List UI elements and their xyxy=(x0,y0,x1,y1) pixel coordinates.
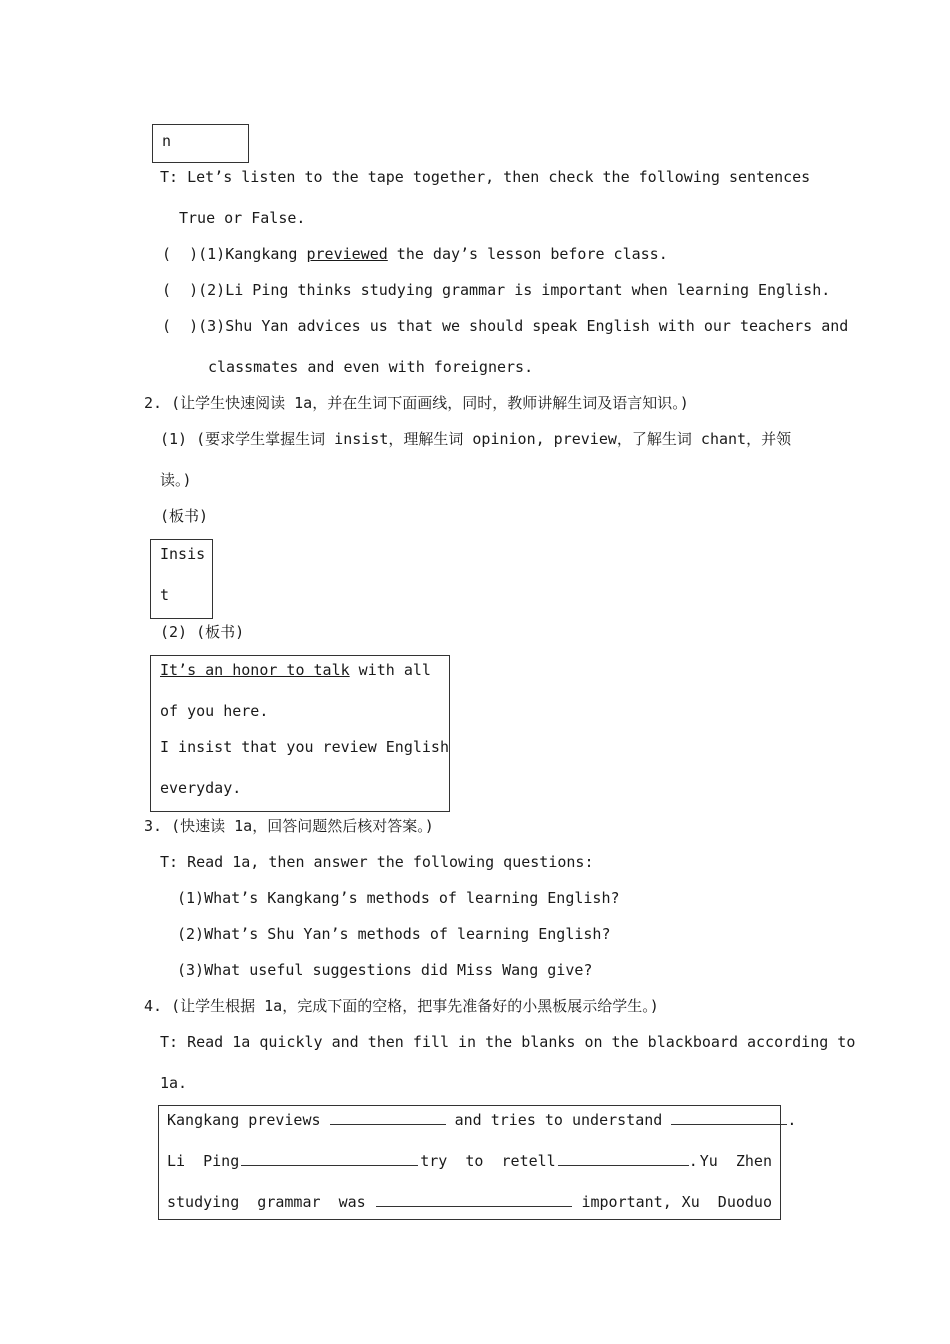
fill-row-3 xyxy=(167,1192,772,1212)
step-4-instruction-2: 1a. xyxy=(160,1074,188,1092)
fill-row-2-text-d: Yu Zhen xyxy=(699,1152,772,1170)
step-2-sub-2: (2) (板书) xyxy=(160,623,245,641)
true-false-item-1 xyxy=(162,244,668,264)
fill-row-2-period: . xyxy=(688,1152,698,1170)
board-label: (板书) xyxy=(160,507,209,525)
word-box-line-1: Insis xyxy=(160,545,206,563)
sentence-box-line-3: I insist that you review English xyxy=(160,738,449,756)
sentence-box xyxy=(150,655,450,812)
step-4-instruction-1: T: Read 1a quickly and then fill in the blanks on the blackboard according to xyxy=(160,1033,856,1051)
question-3: (3)What useful suggestions did Miss Wang give? xyxy=(177,961,593,979)
fill-row-1-end: . xyxy=(787,1111,797,1129)
item-1-prefix: ( )(1)Kangkang xyxy=(162,245,307,263)
fill-row-3-text-c: Xu Duoduo xyxy=(681,1193,772,1211)
top-word-box xyxy=(152,124,249,163)
listen-intro-line-1: T: Let’s listen to the tape together, then check the following sentences xyxy=(160,168,811,186)
true-false-item-3-line-2: classmates and even with foreigners. xyxy=(208,358,534,376)
blank-1[interactable] xyxy=(330,1110,446,1125)
fill-row-2-text-b: try to retell xyxy=(420,1152,556,1170)
fill-row-3-text-a: studying grammar was xyxy=(167,1193,366,1211)
fill-in-blank-box xyxy=(158,1105,797,1220)
true-false-item-2: ( )(2)Li Ping thinks studying grammar is important when learning English. xyxy=(162,281,831,299)
sentence-1-rest: with all xyxy=(349,661,431,679)
fill-row-1 xyxy=(167,1110,796,1130)
blank-4[interactable] xyxy=(558,1151,689,1166)
top-box-text: n xyxy=(162,132,172,150)
fill-row-2-blank-group xyxy=(558,1151,698,1171)
fill-row-2 xyxy=(167,1151,772,1171)
blank-5[interactable] xyxy=(376,1192,572,1207)
blank-2[interactable] xyxy=(671,1110,787,1125)
question-1: (1)What’s Kangkang’s methods of learning English? xyxy=(177,889,620,907)
step-4-heading: 4. (让学生根据 1a，完成下面的空格，把事先准备好的小黑板展示给学生。) xyxy=(144,997,659,1015)
fill-row-1-text-a: Kangkang previews xyxy=(167,1111,330,1129)
true-false-item-3-line-1: ( )(3)Shu Yan advices us that we should speak English with our teachers and xyxy=(162,317,849,335)
question-2: (2)What’s Shu Yan’s methods of learning English? xyxy=(177,925,611,943)
sentence-box-line-4: everyday. xyxy=(160,779,242,797)
fill-row-3-text-b: important, xyxy=(581,1193,672,1211)
sentence-box-line-2: of you here. xyxy=(160,702,269,720)
blank-3[interactable] xyxy=(241,1151,418,1166)
word-box-line-2: t xyxy=(160,586,170,604)
item-1-underlined-word: previewed xyxy=(306,245,388,263)
step-3-heading: 3. (快速读 1a，回答问题然后核对答案。) xyxy=(144,817,434,835)
fill-row-1-text-b: and tries to understand xyxy=(445,1111,672,1129)
sentence-1-underlined: It’s an honor to talk xyxy=(160,661,350,679)
step-2-sub-1-line-1: (1) (要求学生掌握生词 insist，理解生词 opinion, preview，了解生词 chant，并领 xyxy=(160,430,792,448)
word-box-insist xyxy=(150,539,213,619)
step-3-instruction: T: Read 1a, then answer the following questions: xyxy=(160,853,594,871)
listen-intro-line-2: True or False. xyxy=(179,209,306,227)
step-2-heading: 2. (让学生快速阅读 1a，并在生词下面画线，同时，教师讲解生词及语言知识。) xyxy=(144,394,689,412)
sentence-box-line-1 xyxy=(160,660,431,680)
step-2-sub-1-line-2: 读。) xyxy=(160,471,192,489)
item-1-rest: the day’s lesson before class. xyxy=(387,245,668,263)
fill-row-2-text-a: Li Ping xyxy=(167,1152,240,1170)
